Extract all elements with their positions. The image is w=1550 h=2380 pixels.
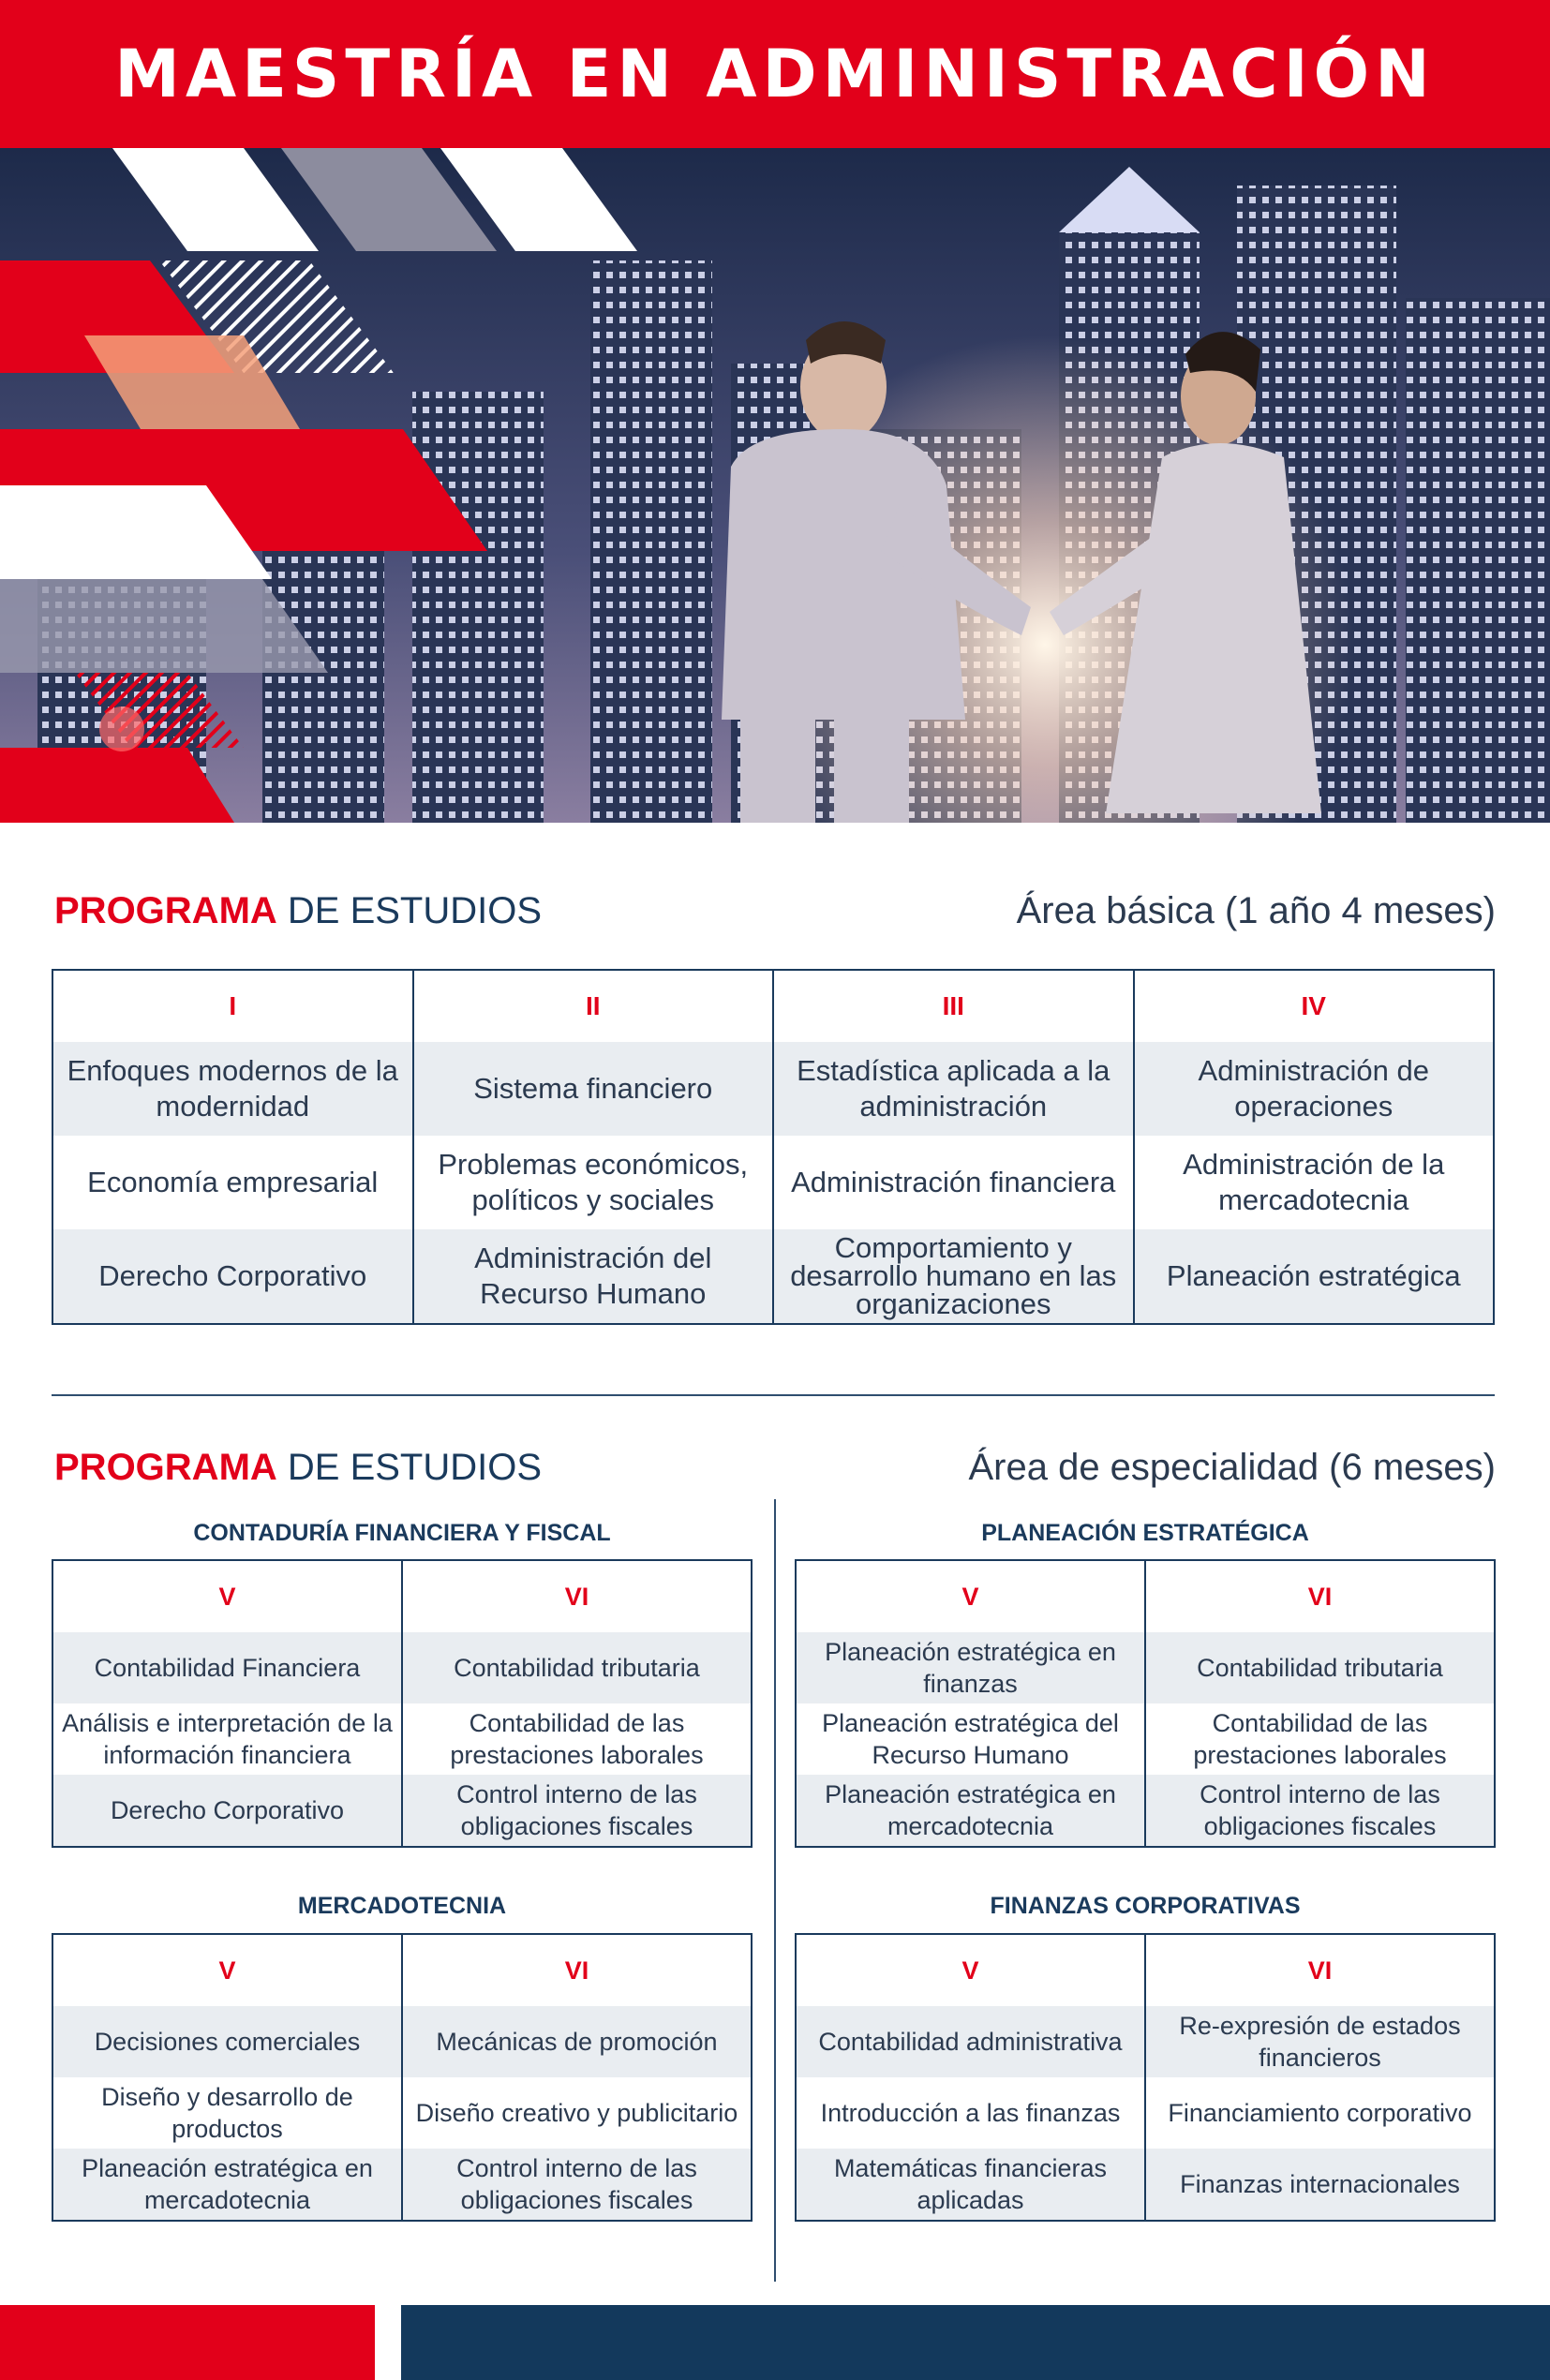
special-area-label: Área de especialidad (6 meses) <box>968 1447 1496 1488</box>
table-row <box>52 2149 752 2221</box>
course-cell: Introducción a las finanzas <box>796 2077 1145 2149</box>
special-title-bold: PROGRAMA <box>54 1447 277 1488</box>
semester-header: II <box>413 970 774 1042</box>
semester-header: V <box>52 1560 402 1632</box>
special-title-rest: DE ESTUDIOS <box>276 1447 543 1488</box>
course-cell: Contabilidad de las prestaciones laborales <box>402 1703 752 1775</box>
course-cell: Estadística aplicada a la administración <box>773 1042 1134 1136</box>
course-cell: Planeación estratégica <box>1134 1229 1495 1324</box>
course-cell: Finanzas internacionales <box>1145 2149 1495 2221</box>
table-row <box>796 2149 1495 2221</box>
page-title: MAESTRÍA EN ADMINISTRACIÓN <box>114 36 1436 112</box>
table-header-row <box>52 1560 752 1632</box>
course-cell: Control interno de las obligaciones fiscales <box>402 1775 752 1847</box>
course-cell: Decisiones comerciales <box>52 2006 402 2077</box>
table-row <box>796 1632 1495 1703</box>
table-row <box>52 1632 752 1703</box>
course-cell: Administración del Recurso Humano <box>413 1229 774 1324</box>
table-row <box>796 1703 1495 1775</box>
footer-blue-bar <box>401 2305 1550 2380</box>
table-contaduria <box>52 1559 753 1848</box>
block-title-contaduria: CONTADURÍA FINANCIERA Y FISCAL <box>193 1520 611 1546</box>
course-cell: Economía empresarial <box>52 1136 413 1229</box>
table-row <box>52 1136 1494 1229</box>
basic-area-label: Área básica (1 año 4 meses) <box>1016 890 1496 931</box>
special-section-title <box>54 1447 542 1489</box>
semester-header: VI <box>402 1934 752 2006</box>
semester-header: IV <box>1134 970 1495 1042</box>
course-cell: Planeación estratégica del Recurso Humano <box>796 1703 1145 1775</box>
semester-header: III <box>773 970 1134 1042</box>
table-row <box>52 2006 752 2077</box>
course-cell: Financiamiento corporativo <box>1145 2077 1495 2149</box>
course-cell: Administración de operaciones <box>1134 1042 1495 1136</box>
footer-red-bar <box>0 2305 375 2380</box>
course-cell: Problemas económicos, políticos y sociales <box>413 1136 774 1229</box>
table-header-row <box>52 970 1494 1042</box>
table-row <box>796 2077 1495 2149</box>
semester-header: V <box>796 1934 1145 2006</box>
course-cell: Sistema financiero <box>413 1042 774 1136</box>
block-title-finanzas: FINANZAS CORPORATIVAS <box>990 1893 1301 1919</box>
table-row <box>796 2006 1495 2077</box>
course-cell: Mecánicas de promoción <box>402 2006 752 2077</box>
course-cell: Matemáticas financieras aplicadas <box>796 2149 1145 2221</box>
course-cell: Derecho Corporativo <box>52 1229 413 1324</box>
course-cell: Contabilidad tributaria <box>402 1632 752 1703</box>
course-cell: Planeación estratégica en mercadotecnia <box>796 1775 1145 1847</box>
table-row <box>52 1775 752 1847</box>
course-cell: Administración de la mercadotecnia <box>1134 1136 1495 1229</box>
semester-header: VI <box>1145 1560 1495 1632</box>
table-finanzas <box>795 1933 1496 2222</box>
semester-header: VI <box>402 1560 752 1632</box>
table-row <box>52 1229 1494 1324</box>
section-divider <box>52 1394 1495 1396</box>
course-cell: Análisis e interpretación de la información financiera <box>52 1703 402 1775</box>
table-header-row <box>52 1934 752 2006</box>
course-cell: Contabilidad tributaria <box>1145 1632 1495 1703</box>
course-cell: Control interno de las obligaciones fiscales <box>402 2149 752 2221</box>
semester-header: V <box>52 1934 402 2006</box>
basic-title-bold: PROGRAMA <box>54 890 277 931</box>
table-header-row <box>796 1934 1495 2006</box>
table-row <box>796 1775 1495 1847</box>
course-cell: Planeación estratégica en finanzas <box>796 1632 1145 1703</box>
column-divider <box>774 1499 776 2282</box>
page-header <box>0 0 1550 148</box>
table-mercadotecnia <box>52 1933 753 2222</box>
semester-header: VI <box>1145 1934 1495 2006</box>
course-cell: Comportamiento y desarrollo humano en las organizaciones <box>773 1229 1134 1324</box>
semester-header: V <box>796 1560 1145 1632</box>
course-cell: Derecho Corporativo <box>52 1775 402 1847</box>
table-row <box>52 2077 752 2149</box>
table-row <box>52 1703 752 1775</box>
course-cell: Contabilidad Financiera <box>52 1632 402 1703</box>
course-cell: Contabilidad administrativa <box>796 2006 1145 2077</box>
table-header-row <box>796 1560 1495 1632</box>
table-planeacion <box>795 1559 1496 1848</box>
hero-image <box>0 148 1550 823</box>
course-cell: Re-expresión de estados financieros <box>1145 2006 1495 2077</box>
course-cell: Contabilidad de las prestaciones laborales <box>1145 1703 1495 1775</box>
table-row <box>52 1042 1494 1136</box>
basic-title-rest: DE ESTUDIOS <box>276 890 543 931</box>
basic-table <box>52 969 1495 1325</box>
course-cell: Control interno de las obligaciones fiscales <box>1145 1775 1495 1847</box>
course-cell: Planeación estratégica en mercadotecnia <box>52 2149 402 2221</box>
basic-section-title <box>54 890 542 932</box>
course-cell: Diseño y desarrollo de productos <box>52 2077 402 2149</box>
course-cell: Administración financiera <box>773 1136 1134 1229</box>
course-cell: Enfoques modernos de la modernidad <box>52 1042 413 1136</box>
course-cell: Diseño creativo y publicitario <box>402 2077 752 2149</box>
block-title-planeacion: PLANEACIÓN ESTRATÉGICA <box>981 1520 1309 1546</box>
semester-header: I <box>52 970 413 1042</box>
block-title-mercadotecnia: MERCADOTECNIA <box>297 1893 507 1919</box>
